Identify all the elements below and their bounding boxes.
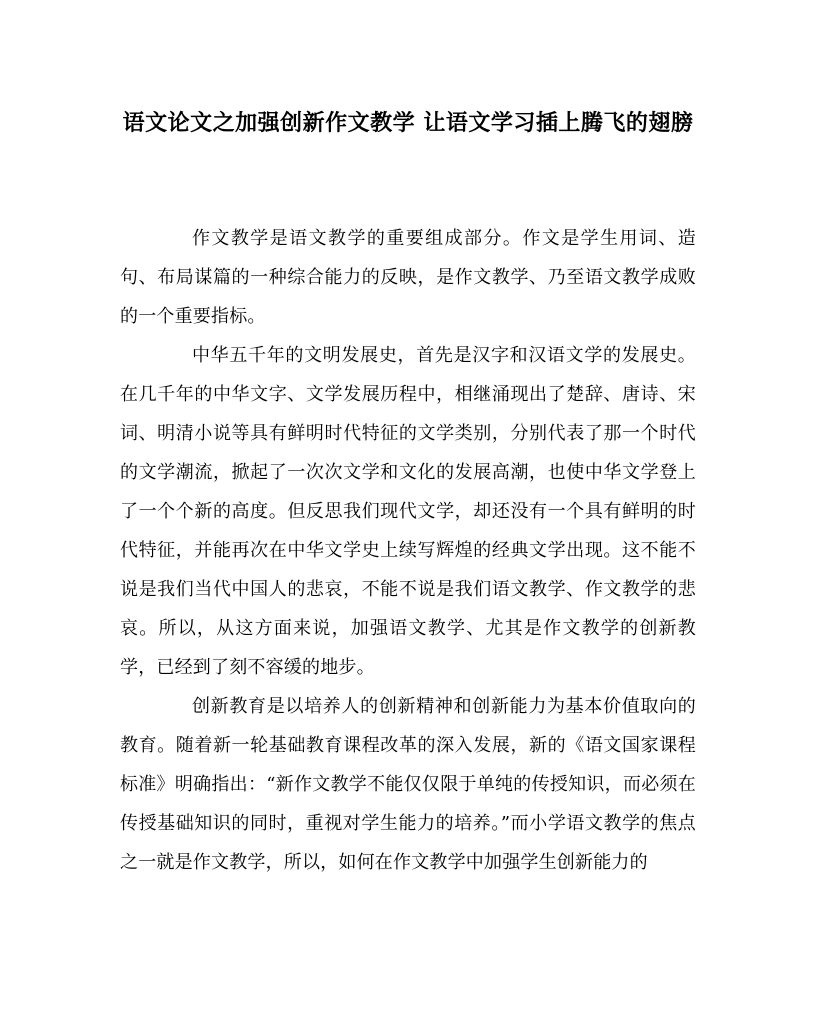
paragraph-1: 作文教学是语文教学的重要组成部分。作文是学生用词、造句、布局谋篇的一种综合能力的反映，是作文教学、乃至语文教学成败的一个重要指标。 [120,228,696,327]
paragraph-2: 中华五千年的文明发展史，首先是汉字和汉语文学的发展史。在几千年的中华文字、文学发展历程中，相继涌现出了楚辞、唐诗、宋词、明清小说等具有鲜明时代特征的文学类别，分别代表了那一个时代的文学潮流，掀起了一次次文学和文化的发展高潮，也使中华文学登上了一个个新的高度。但反思我们现代文学，却还没有一个具有鲜明的时代特征，并能再次在中华文学史上续写辉煌的经典文学出现。这不能不说是我们当代中国人的悲哀，不能不说是我们语文教学、作文教学的悲哀。所以，从这方面来说，加强语文教学、尤其是作文教学的创新教学，已经到了刻不容缓的地步。 [120,345,696,678]
document-body [120,219,696,882]
paragraph-3: 创新教育是以培养人的创新精神和创新能力为基本价值取向的教育。随着新一轮基础教育课程改革的深入发展，新的《语文国家课程标准》明确指出：“新作文教学不能仅仅限于单纯的传授知识，而必须在传授基础知识的同时，重视对学生能力的培养。”而小学语文教学的焦点之一就是作文教学，所以，如何在作文教学中加强学生创新能力的 [120,696,696,873]
document-title: 语文论文之加强创新作文教学 让语文学习插上腾飞的翅膀 [122,110,694,136]
